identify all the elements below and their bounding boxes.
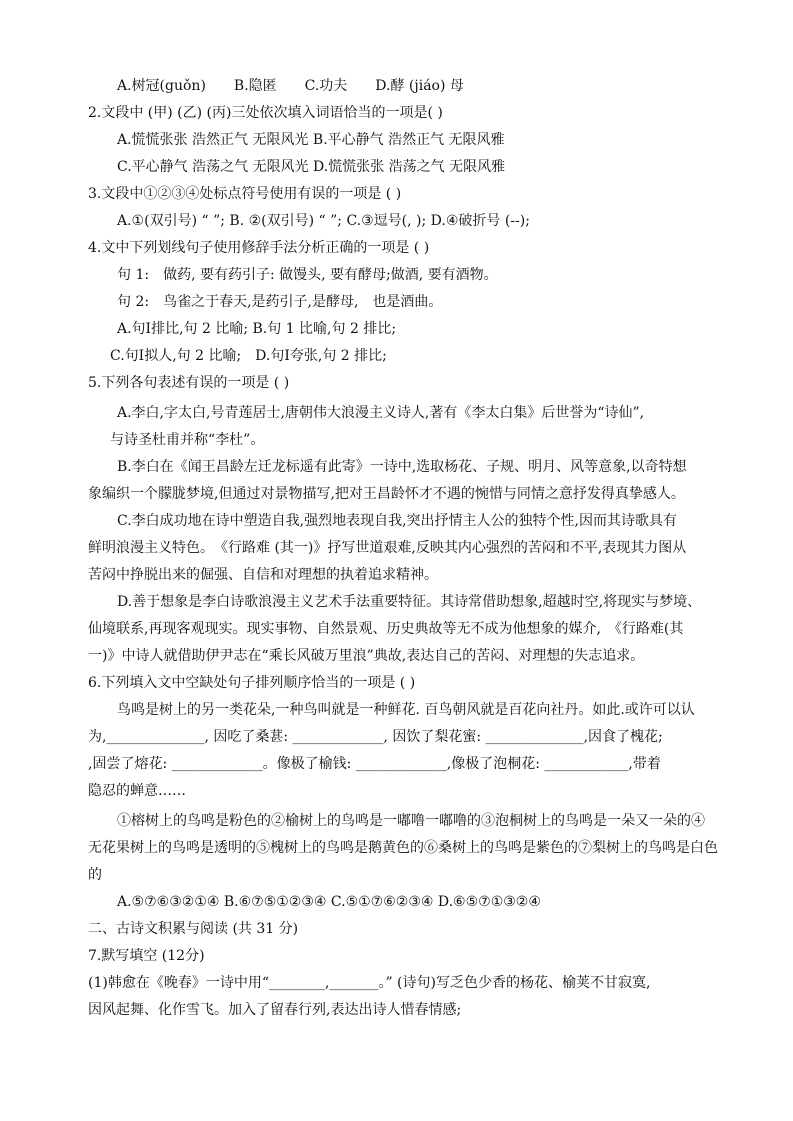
q5-option-c-line3: 苦闷中挣脱出来的倔强、自信和对理想的执着追求精神。 [88,567,438,583]
q6-options: A.⑤⑦⑥③②①④ B.⑥⑦⑤①②③④ C.⑤①⑦⑥②③④ D.⑥⑤⑦①③②④ [117,894,541,910]
section-2-heading: 二、古诗文积累与阅读 (共 31 分) [88,921,299,937]
q4-stem: 4.文中下列划线句子使用修辞手法分析正确的一项是 ( ) [88,240,430,256]
q5-stem: 5.下列各句表述有误的一项是 ( ) [88,375,290,391]
q6-sentences-line3: 的 [88,867,102,883]
q2-options-ab: A.慌慌张张 浩然正气 无限风光 B.平心静气 浩然正气 无限风雅 [117,132,505,148]
q4-sentence-2: 句 2: 鸟雀之于春天,是药引子,是酵母, 也是酒曲。 [117,294,443,310]
q4-options-cd: C.句Ⅰ拟人,句 2 比喻; D.句Ⅰ夸张,句 2 排比; [110,348,387,364]
q4-options-ab: A.句Ⅰ排比,句 2 比喻; B.句 1 比喻,句 2 排比; [117,321,397,337]
q3-stem: 3.文段中①②③④处标点符号使用有误的一项是 ( ) [88,186,402,202]
q7-stem: 7.默写填空 (12分) [88,948,205,964]
q6-sentences-line2: 无花果树上的鸟鸣是透明的⑤槐树上的鸟鸣是鹅黄色的⑥桑树上的鸟鸣是紫色的⑦梨树上的鸟鸣是白色 [88,840,718,856]
q5-option-d-line3: 一)》中诗人就借助伊尹志在“乘长风破万里浪”典故,表达自己的苦闷、对理想的失志追求。 [88,648,645,664]
q6-passage-line4: 隐忍的蝉意…… [88,783,186,799]
q5-option-c-line1: C.李白成功地在诗中塑造自我,强烈地表现自我,突出抒情主人公的独特个性,因而其诗歌具有 [117,513,678,529]
q2-stem: 2.文段中 (甲) (乙) (丙)三处依次填入词语恰当的一项是( ) [88,105,443,121]
q6-passage-line2: 为,______________, 因吃了桑葚: _____________, 因饮了梨花蜜: ______________,因食了槐花; [88,729,663,745]
q2-options-cd: C.平心静气 浩荡之气 无限风光 D.慌慌张张 浩荡之气 无限风雅 [117,159,506,175]
q5-option-a-line2: 与诗圣杜甫并称“李杜”。 [110,432,265,448]
q5-option-d-line1: D.善于想象是李白诗歌浪漫主义艺术手法重要特征。其诗常借助想象,超越时空,将现实与梦境、 [117,594,702,610]
q5-option-c-line2: 鲜明浪漫主义特色。 《行路难 (其一)》抒写世道艰难,反映其内心强烈的苦闷和不平,表现其力图从 [88,540,687,556]
q5-option-d-line2: 仙境联系,再现客观现实。现实事物、自然景观、历史典故等无不成为他想象的媒介, 《行路难(其 [88,621,684,637]
q1-options: A.树冠(guǒn) B.隐匿 C.功夫 D.酵 (jiáo) 母 [117,78,464,94]
q5-option-b-line2: 象编织一个朦胧梦境,但通过对景物描写,把对王昌龄怀才不遇的惋惜与同情之意抒发得真挚感人。 [88,486,685,502]
q5-option-a-line1: A.李白,字太白,号青莲居士,唐朝伟大浪漫主义诗人,著有《李太白集》后世誉为“诗仙”, [117,405,645,421]
q4-sentence-1: 句 1: 做药, 要有药引子: 做馒头, 要有酵母;做酒, 要有酒物。 [117,267,498,283]
q7-item1-line2: 因风起舞、化作雪飞。加入了留春行列,表达出诗人惜春情感; [88,1002,462,1018]
q7-item1-line1: (1)韩愈在《晚春》一诗中用“________,_______。” (诗句)写乏色少香的杨花、榆荚不甘寂寞, [88,975,651,991]
q6-sentences-line1: ①榕树上的鸟鸣是粉色的②榆树上的鸟鸣是一嘟噜一嘟噜的③泡桐树上的鸟鸣是一朵又一朵的④ [117,813,705,829]
q6-stem: 6.下列填入文中空缺处句子排列顺序恰当的一项是 ( ) [88,675,416,691]
q6-passage-line3: ,固尝了熔花: _____________。像极了榆钱: _____________,像极了泡桐花: ____________,带着 [88,756,661,772]
q3-options: A.①(双引号) “ ”; B. ②(双引号) “ ”; C.③逗号(, ); D.④破折号 (--); [117,213,530,229]
q5-option-b-line1: B.李白在《闻王昌龄左迁龙标遥有此寄》一诗中,选取杨花、子规、明月、风等意象,以奇特想 [117,459,687,475]
q6-passage-line1: 鸟鸣是树上的另一类花朵,一种鸟叫就是一种鲜花. 百鸟朝风就是百花向社丹。如此.或许可以认 [117,702,695,718]
